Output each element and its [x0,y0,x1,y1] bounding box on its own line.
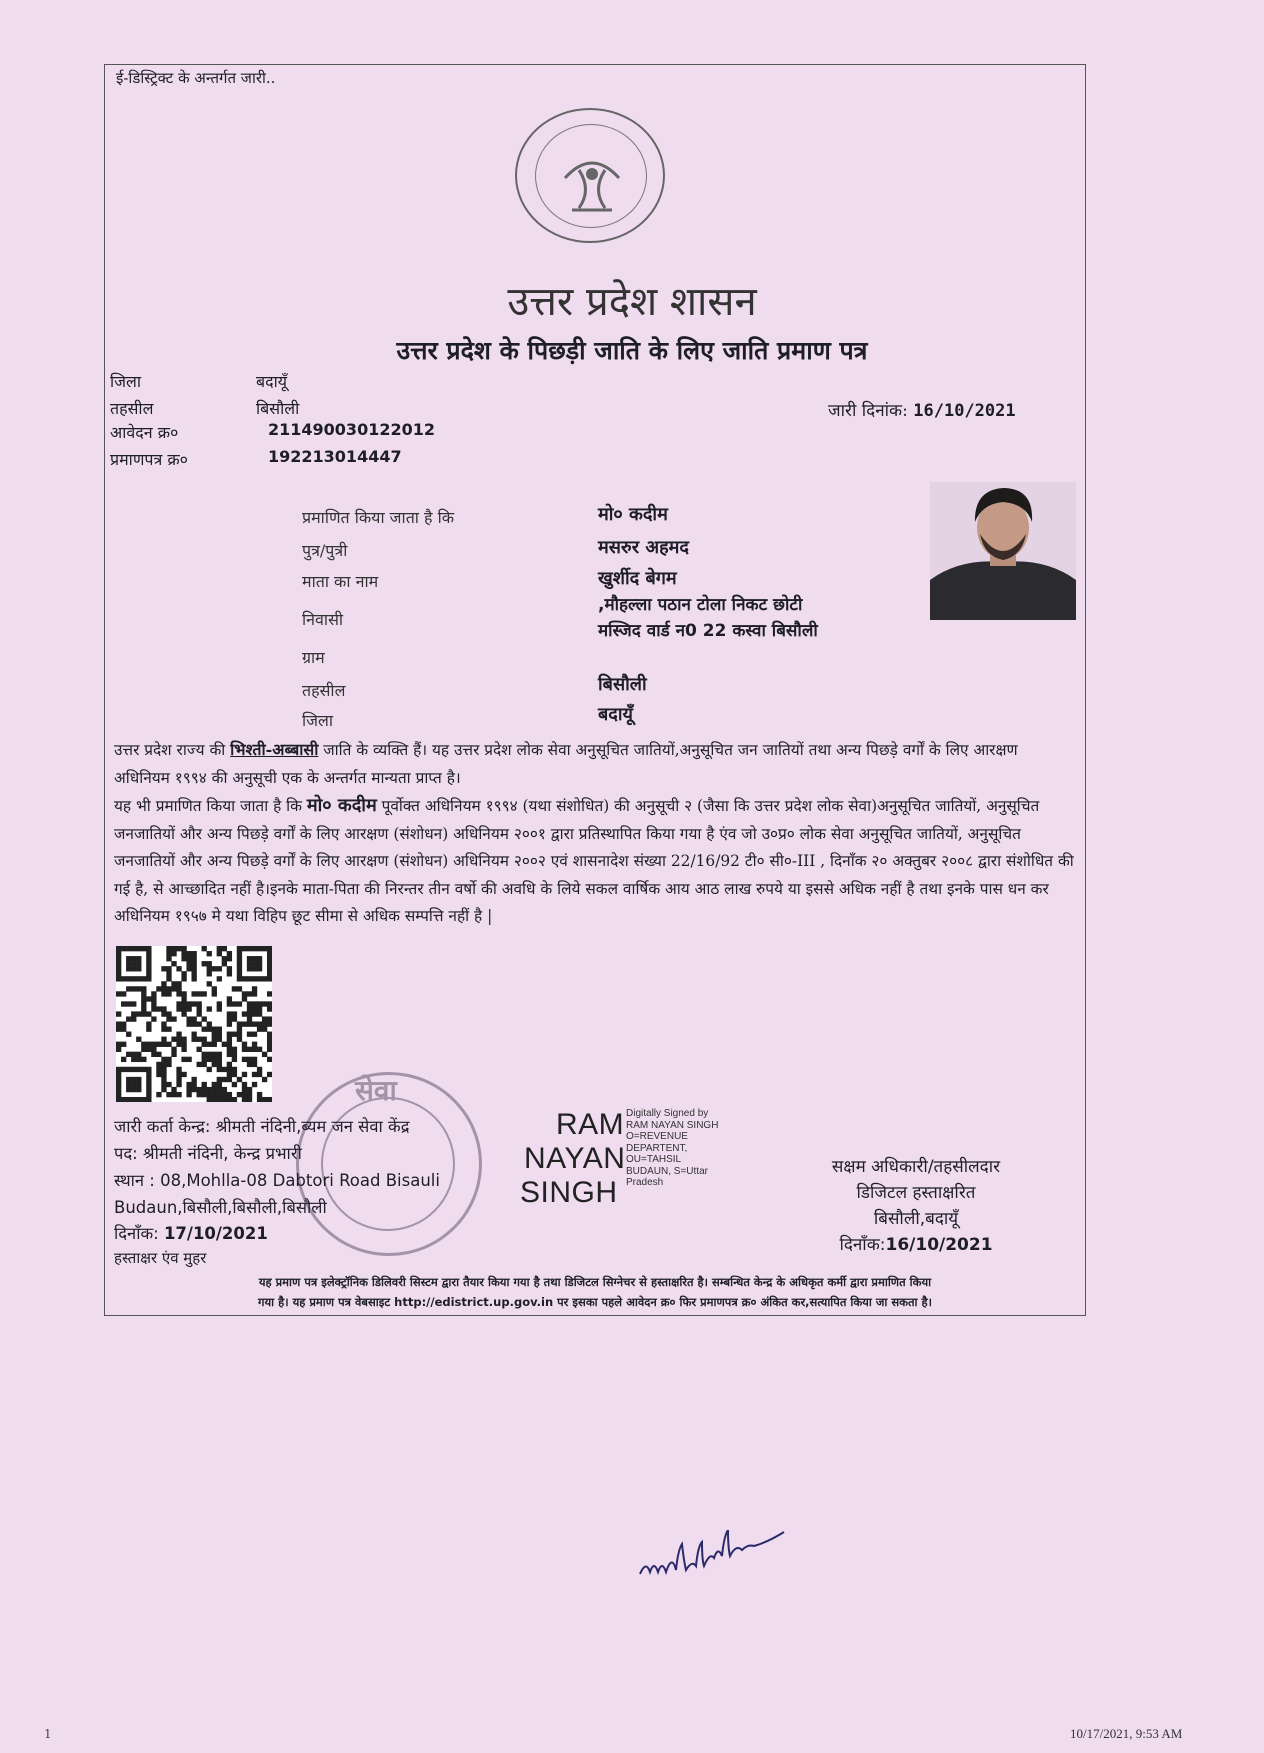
issuer-post: पद: श्रीमती नंदिनी, केन्द्र प्रभारी [114,1144,302,1163]
officer-place: बिसौली,बदायूँ [873,1209,959,1229]
body-text-2a: यह भी प्रमाणित किया जाता है कि [114,797,307,815]
certificate-body [114,736,1074,931]
field-value-father: मसरुर अहमद [598,537,689,558]
body-text-1b: जाति के व्यक्ति हैं। यह उत्तर प्रदेश लोक सेवा अनुसूचित जातियों,अनुसूचित जन जातियों तथा अन्य पिछड़े वर्गों के लिए आरक्षण अधिनियम १९९४ की अनुसूची एक के अन्तर्गत मान्यता प्राप्त है। [114,741,1018,787]
field-label-certified: प्रमाणित किया जाता है कि [302,508,455,527]
issuer-place-line1: स्थान : 08,Mohlla-08 Dabtori Road Bisauli [114,1171,440,1190]
meta-label-application-no: आवेदन क्र० [110,423,179,442]
header-note: ई-डिस्ट्रिक्ट के अन्तर्गत जारी.. [116,69,276,87]
certificate-footer [112,1272,1078,1312]
document-title: उत्तर प्रदेश शासन [507,279,757,325]
digital-sign-word-3: SINGH [520,1176,618,1209]
digital-sign-line: RAM NAYAN SINGH [626,1119,719,1131]
field-label-mother: माता का नाम [302,572,379,591]
handwritten-signature [636,1530,836,1594]
officer-title: सक्षम अधिकारी/तहसीलदार [831,1157,1001,1177]
field-value-district: बदायूँ [598,704,633,725]
meta-value-certificate-no: 192213014447 [268,447,402,466]
officer-date-label: दिनाँक: [839,1235,886,1255]
applicant-photo [930,482,1076,620]
digital-sign-line: DEPARTENT, [626,1142,688,1154]
issuer-center: जारी कर्ता केन्द्र: श्रीमती नंदिनी,ब्यम जन सेवा केंद्र [114,1117,410,1136]
issuer-sign-label: हस्ताक्षर एंव मुहर [114,1249,207,1267]
page-number: 1 [44,1727,52,1741]
issuer-date-label: दिनाँक: [114,1224,164,1243]
meta-label-district: जिला [110,372,142,391]
officer-date [786,1232,1046,1255]
field-value-address-line2: मस्जिद वार्ड न0 22 कस्वा बिसौली [598,621,818,641]
digital-sign-line: Digitally Signed by [626,1108,709,1119]
service-center-seal [296,1072,482,1256]
meta-label-tehsil: तहसील [110,399,154,418]
body-text-1a: उत्तर प्रदेश राज्य की [114,741,231,759]
digital-sign-word-1: RAM [556,1108,625,1141]
caste-name: भिश्ती-अब्बासी [230,740,319,759]
digital-sign-line: OU=TAHSIL [626,1154,682,1165]
digital-sign-details [626,1108,718,1189]
qr-code [116,946,272,1102]
footer-line-2: गया है। यह प्रमाण पत्र वेबसाइट http://edistrict.up.gov.in पर इसका पहले आवेदन क्र० फिर प्रमाणपत्र क्र० अंकित कर,सत्यापित किया जा सकता है। [258,1295,932,1309]
meta-value-application-no: 211490030122012 [268,420,435,439]
field-value-mother: खुर्शीद बेगम [598,568,677,589]
field-label-resident: निवासी [302,610,344,629]
meta-value-district: बदायूँ [256,372,288,391]
officer-sign: डिजिटल हस्ताक्षरित [856,1183,976,1203]
meta-label-certificate-no: प्रमाणपत्र क्र० [110,450,188,469]
document-subtitle: उत्तर प्रदेश के पिछड़ी जाति के लिए जाति प्रमाण पत्र [396,336,868,365]
field-value-name: मो० कदीम [598,504,668,525]
field-label-tehsil: तहसील [302,681,346,700]
issuer-place-line2: Budaun,बिसौली,बिसौली,बिसौली [114,1198,327,1217]
field-value-tehsil: बिसौली [598,674,647,695]
digital-sign-line: Pradesh [626,1177,664,1188]
issuer-date [114,1221,268,1244]
digital-sign-line: BUDAUN, S=Uttar [626,1165,708,1177]
up-state-emblem-icon [515,108,665,243]
seal-text: सेवा [355,1074,397,1107]
digital-sign-line: O=REVENUE [626,1131,688,1142]
field-label-village: ग्राम [302,648,325,667]
officer-date-value: 16/10/2021 [885,1235,993,1255]
issue-date-value: 16/10/2021 [913,401,1016,421]
footer-line-1: यह प्रमाण पत्र इलेक्ट्रॉनिक डिलिवरी सिस्टम द्वारा तैयार किया गया है तथा डिजिटल सिग्नेचर से हस्ताक्षरित है। सम्बन्धित केन्द्र के अधिकृत कर्मी द्वारा प्रमाणित किया [258,1275,932,1289]
print-timestamp: 10/17/2021, 9:53 AM [1070,1726,1183,1741]
body-name: मो० कदीम [306,795,377,816]
issue-date [828,398,1016,421]
field-value-address-line1: ,मौहल्ला पठान टोला निकट छोटी [598,595,803,615]
issue-date-label: जारी दिनांक: [828,401,908,421]
meta-value-tehsil: बिसौली [256,399,300,418]
body-text-2b: पूर्वोक्त अधिनियम १९९४ (यथा संशोधित) की अनुसूची २ (जैसा कि उत्तर प्रदेश लोक सेवा)अनुसूचित जातियों, अनुसूचित जनजातियों और अन्य पिछड़े वर्गों के लिए आरक्षण (संशोधन) अधिनियम २००१ द्वारा प्रतिस्थापित किया गया है एंव जो उ०प्र० लोक सेवा अनुसूचित जातियों, अनुसूचित जनजातियों और अन्य पिछड़े वर्गों के लिए आरक्षण (संशोधन) अधिनियम २००२ एवं शासनादेश संख्या 22/16/92 टी० सी०-III , दिनाँक २० अक्तुबर २००८ द्वारा संशोधित की गई है, से आच्छादित नहीं है।इनके माता-पिता की निरन्तर तीन वर्षो की अवधि के लिये सकल वार्षिक आय आठ लाख रुपये या इससे अधिक नहीं है तथा इनके पास धन कर अधिनियम १९५७ मे यथा विहिप छूट सीमा से अधिक सम्पत्ति नहीं है | [114,797,1074,925]
field-label-district: जिला [302,711,334,730]
field-label-son-of: पुत्र/पुत्री [302,541,348,560]
issuer-date-value: 17/10/2021 [163,1224,268,1243]
digital-sign-word-2: NAYAN [524,1142,626,1175]
